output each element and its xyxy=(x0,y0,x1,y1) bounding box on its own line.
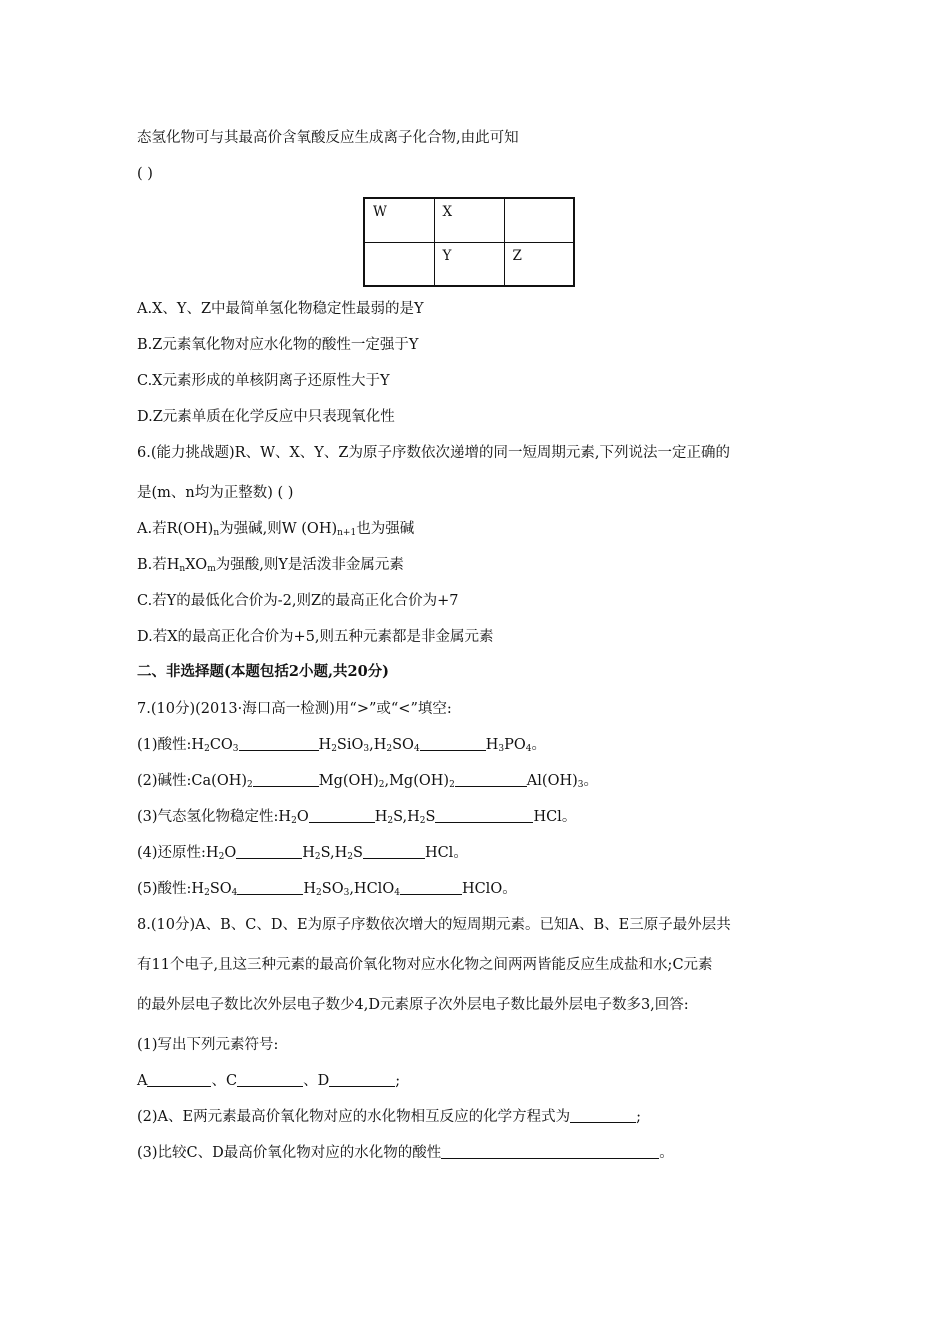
text: SiO xyxy=(336,737,364,753)
text: HCl。 xyxy=(424,845,468,861)
q5-option-d: D.Z元素单质在化学反应中只表现氧化性 xyxy=(137,409,395,425)
answer-blank[interactable] xyxy=(309,808,375,823)
answer-blank[interactable] xyxy=(147,1072,211,1087)
text: H xyxy=(485,737,499,753)
text: A.若R(OH) xyxy=(137,521,214,537)
table-cell-y: Y xyxy=(434,242,504,286)
table-row xyxy=(364,242,574,286)
table-cell-empty xyxy=(364,242,434,286)
q7-item-2 xyxy=(137,771,598,791)
subscript: 2 xyxy=(204,888,210,898)
text: 。 xyxy=(583,773,598,789)
q7-item-1 xyxy=(137,735,546,755)
answer-blank[interactable] xyxy=(237,1072,303,1087)
table-cell-empty xyxy=(504,198,574,242)
text: (1)酸性:H xyxy=(137,737,205,753)
text: S xyxy=(425,809,436,825)
q7-stem: 7.(10分)(2013·海口高一检测)用“>”或“<”填空: xyxy=(137,701,452,717)
subscript: 2 xyxy=(331,744,337,754)
subscript: 4 xyxy=(231,888,238,898)
subscript: n xyxy=(213,528,220,538)
subscript: 2 xyxy=(218,852,225,862)
q7-item-4 xyxy=(137,843,468,863)
q6-option-d: D.若X的最高正化合价为+5,则五种元素都是非金属元素 xyxy=(137,629,494,645)
q8-part-3 xyxy=(137,1143,674,1163)
text: H xyxy=(303,881,317,897)
table-row xyxy=(364,198,574,242)
subscript: n+1 xyxy=(337,528,357,538)
q6-stem-line1: 6.(能力挑战题)R、W、X、Y、Z为原子序数依次递增的同一短周期元素,下列说法一定正确的 xyxy=(137,445,731,461)
section-heading: 二、非选择题(本题包括2小题,共20分) xyxy=(137,663,390,680)
text: S,H xyxy=(393,809,420,825)
answer-blank[interactable] xyxy=(329,1072,395,1087)
text: (3)气态氢化物稳定性:H xyxy=(137,809,292,825)
q6-option-a xyxy=(137,519,414,539)
q5-stem-tail: 态氢化物可与其最高价含氧酸反应生成离子化合物,由此可知 xyxy=(137,130,519,146)
subscript: 2 xyxy=(419,816,426,826)
text: HClO。 xyxy=(461,881,517,897)
q8-stem-line3: 的最外层电子数比次外层电子数少4,D元素原子次外层电子数比最外层电子数多3,回答: xyxy=(137,997,689,1013)
q6-stem-line2: 是(m、n均为正整数) ( ) xyxy=(137,485,294,501)
subscript: 3 xyxy=(363,744,370,754)
q6-option-b xyxy=(137,555,404,575)
table-cell-z: Z xyxy=(504,242,574,286)
text: (4)还原性:H xyxy=(137,845,219,861)
text: O xyxy=(224,845,237,861)
text: (3)比较C、D最高价氧化物对应的水化物的酸性 xyxy=(137,1145,442,1161)
q7-item-3 xyxy=(137,807,576,827)
subscript: 2 xyxy=(314,852,321,862)
answer-blank[interactable] xyxy=(236,844,302,859)
subscript: 2 xyxy=(316,888,322,898)
answer-blank[interactable] xyxy=(253,772,319,787)
answer-blank[interactable] xyxy=(400,880,462,895)
q8-stem-line1: 8.(10分)A、B、C、D、E为原子序数依次增大的短周期元素。已知A、B、E三原子最外层共 xyxy=(137,917,731,933)
answer-blank[interactable] xyxy=(237,880,303,895)
subscript: 3 xyxy=(498,744,505,754)
text: ,Mg(OH) xyxy=(384,773,450,789)
subscript: 3 xyxy=(343,888,350,898)
answer-blank[interactable] xyxy=(239,736,319,751)
text: A xyxy=(137,1073,148,1089)
subscript: n xyxy=(179,564,186,574)
subscript: 2 xyxy=(386,744,393,754)
answer-blank[interactable] xyxy=(570,1108,636,1123)
subscript: 2 xyxy=(387,816,394,826)
q5-answer-paren: ( ) xyxy=(137,166,153,182)
text: H xyxy=(318,737,332,753)
text: H xyxy=(374,809,388,825)
answer-blank[interactable] xyxy=(455,772,527,787)
subscript: 2 xyxy=(291,816,297,826)
subscript: 4 xyxy=(525,744,532,754)
text: B.若H xyxy=(137,557,180,573)
table-cell-x: X xyxy=(434,198,504,242)
subscript: m xyxy=(207,564,216,574)
q5-option-b: B.Z元素氧化物对应水化物的酸性一定强于Y xyxy=(137,337,419,353)
q8-part-2 xyxy=(137,1107,641,1127)
text: XO xyxy=(185,557,208,573)
element-position-table xyxy=(363,197,575,287)
q5-option-c: C.X元素形成的单核阴离子还原性大于Y xyxy=(137,373,390,389)
text: Mg(OH) xyxy=(318,773,379,789)
answer-blank[interactable] xyxy=(420,736,486,751)
text: 。 xyxy=(531,737,546,753)
subscript: 3 xyxy=(232,744,239,754)
subscript: 2 xyxy=(449,780,455,790)
text: SO xyxy=(321,881,344,897)
subscript: 2 xyxy=(247,780,253,790)
q8-part-1-answers xyxy=(137,1071,400,1091)
text: HCl。 xyxy=(533,809,577,825)
q6-option-c: C.若Y的最低化合价为-2,则Z的最高正化合价为+7 xyxy=(137,593,459,609)
text: 为强酸,则Y是活泼非金属元素 xyxy=(215,557,404,573)
text: SO xyxy=(209,881,232,897)
q8-part-1: (1)写出下列元素符号: xyxy=(137,1037,279,1053)
text: ,H xyxy=(369,737,387,753)
answer-blank[interactable] xyxy=(441,1144,659,1159)
text: 也为强碱 xyxy=(356,521,415,537)
text: 。 xyxy=(659,1145,674,1161)
text: ; xyxy=(636,1109,641,1125)
answer-blank[interactable] xyxy=(435,808,533,823)
table-cell-w: W xyxy=(364,198,434,242)
text: ,HClO xyxy=(349,881,395,897)
q7-item-5 xyxy=(137,879,517,899)
text: PO xyxy=(504,737,526,753)
subscript: 3 xyxy=(577,780,584,790)
text: SO xyxy=(392,737,414,753)
text: CO xyxy=(209,737,233,753)
answer-blank[interactable] xyxy=(363,844,425,859)
subscript: 4 xyxy=(413,744,420,754)
subscript: 2 xyxy=(378,780,385,790)
text: O xyxy=(296,809,309,825)
text: 、D xyxy=(303,1073,330,1089)
q8-stem-line2: 有11个电子,且这三种元素的最高价氧化物对应水化物之间两两皆能反应生成盐和水;C元素 xyxy=(137,957,713,973)
text: S xyxy=(353,845,363,861)
q5-option-a: A.X、Y、Z中最简单氢化物稳定性最弱的是Y xyxy=(137,301,424,317)
subscript: 2 xyxy=(347,852,353,862)
text: S,H xyxy=(320,845,348,861)
text: 、C xyxy=(211,1073,238,1089)
text: Al(OH) xyxy=(526,773,578,789)
text: 为强碱,则W (OH) xyxy=(219,521,338,537)
subscript: 4 xyxy=(394,888,400,898)
text: ; xyxy=(395,1073,401,1089)
text: (2)碱性:Ca(OH) xyxy=(137,773,248,789)
text: (2)A、E两元素最高价氧化物对应的水化物相互反应的化学方程式为 xyxy=(137,1109,571,1125)
text: (5)酸性:H xyxy=(137,881,205,897)
subscript: 2 xyxy=(204,744,210,754)
text: H xyxy=(302,845,315,861)
